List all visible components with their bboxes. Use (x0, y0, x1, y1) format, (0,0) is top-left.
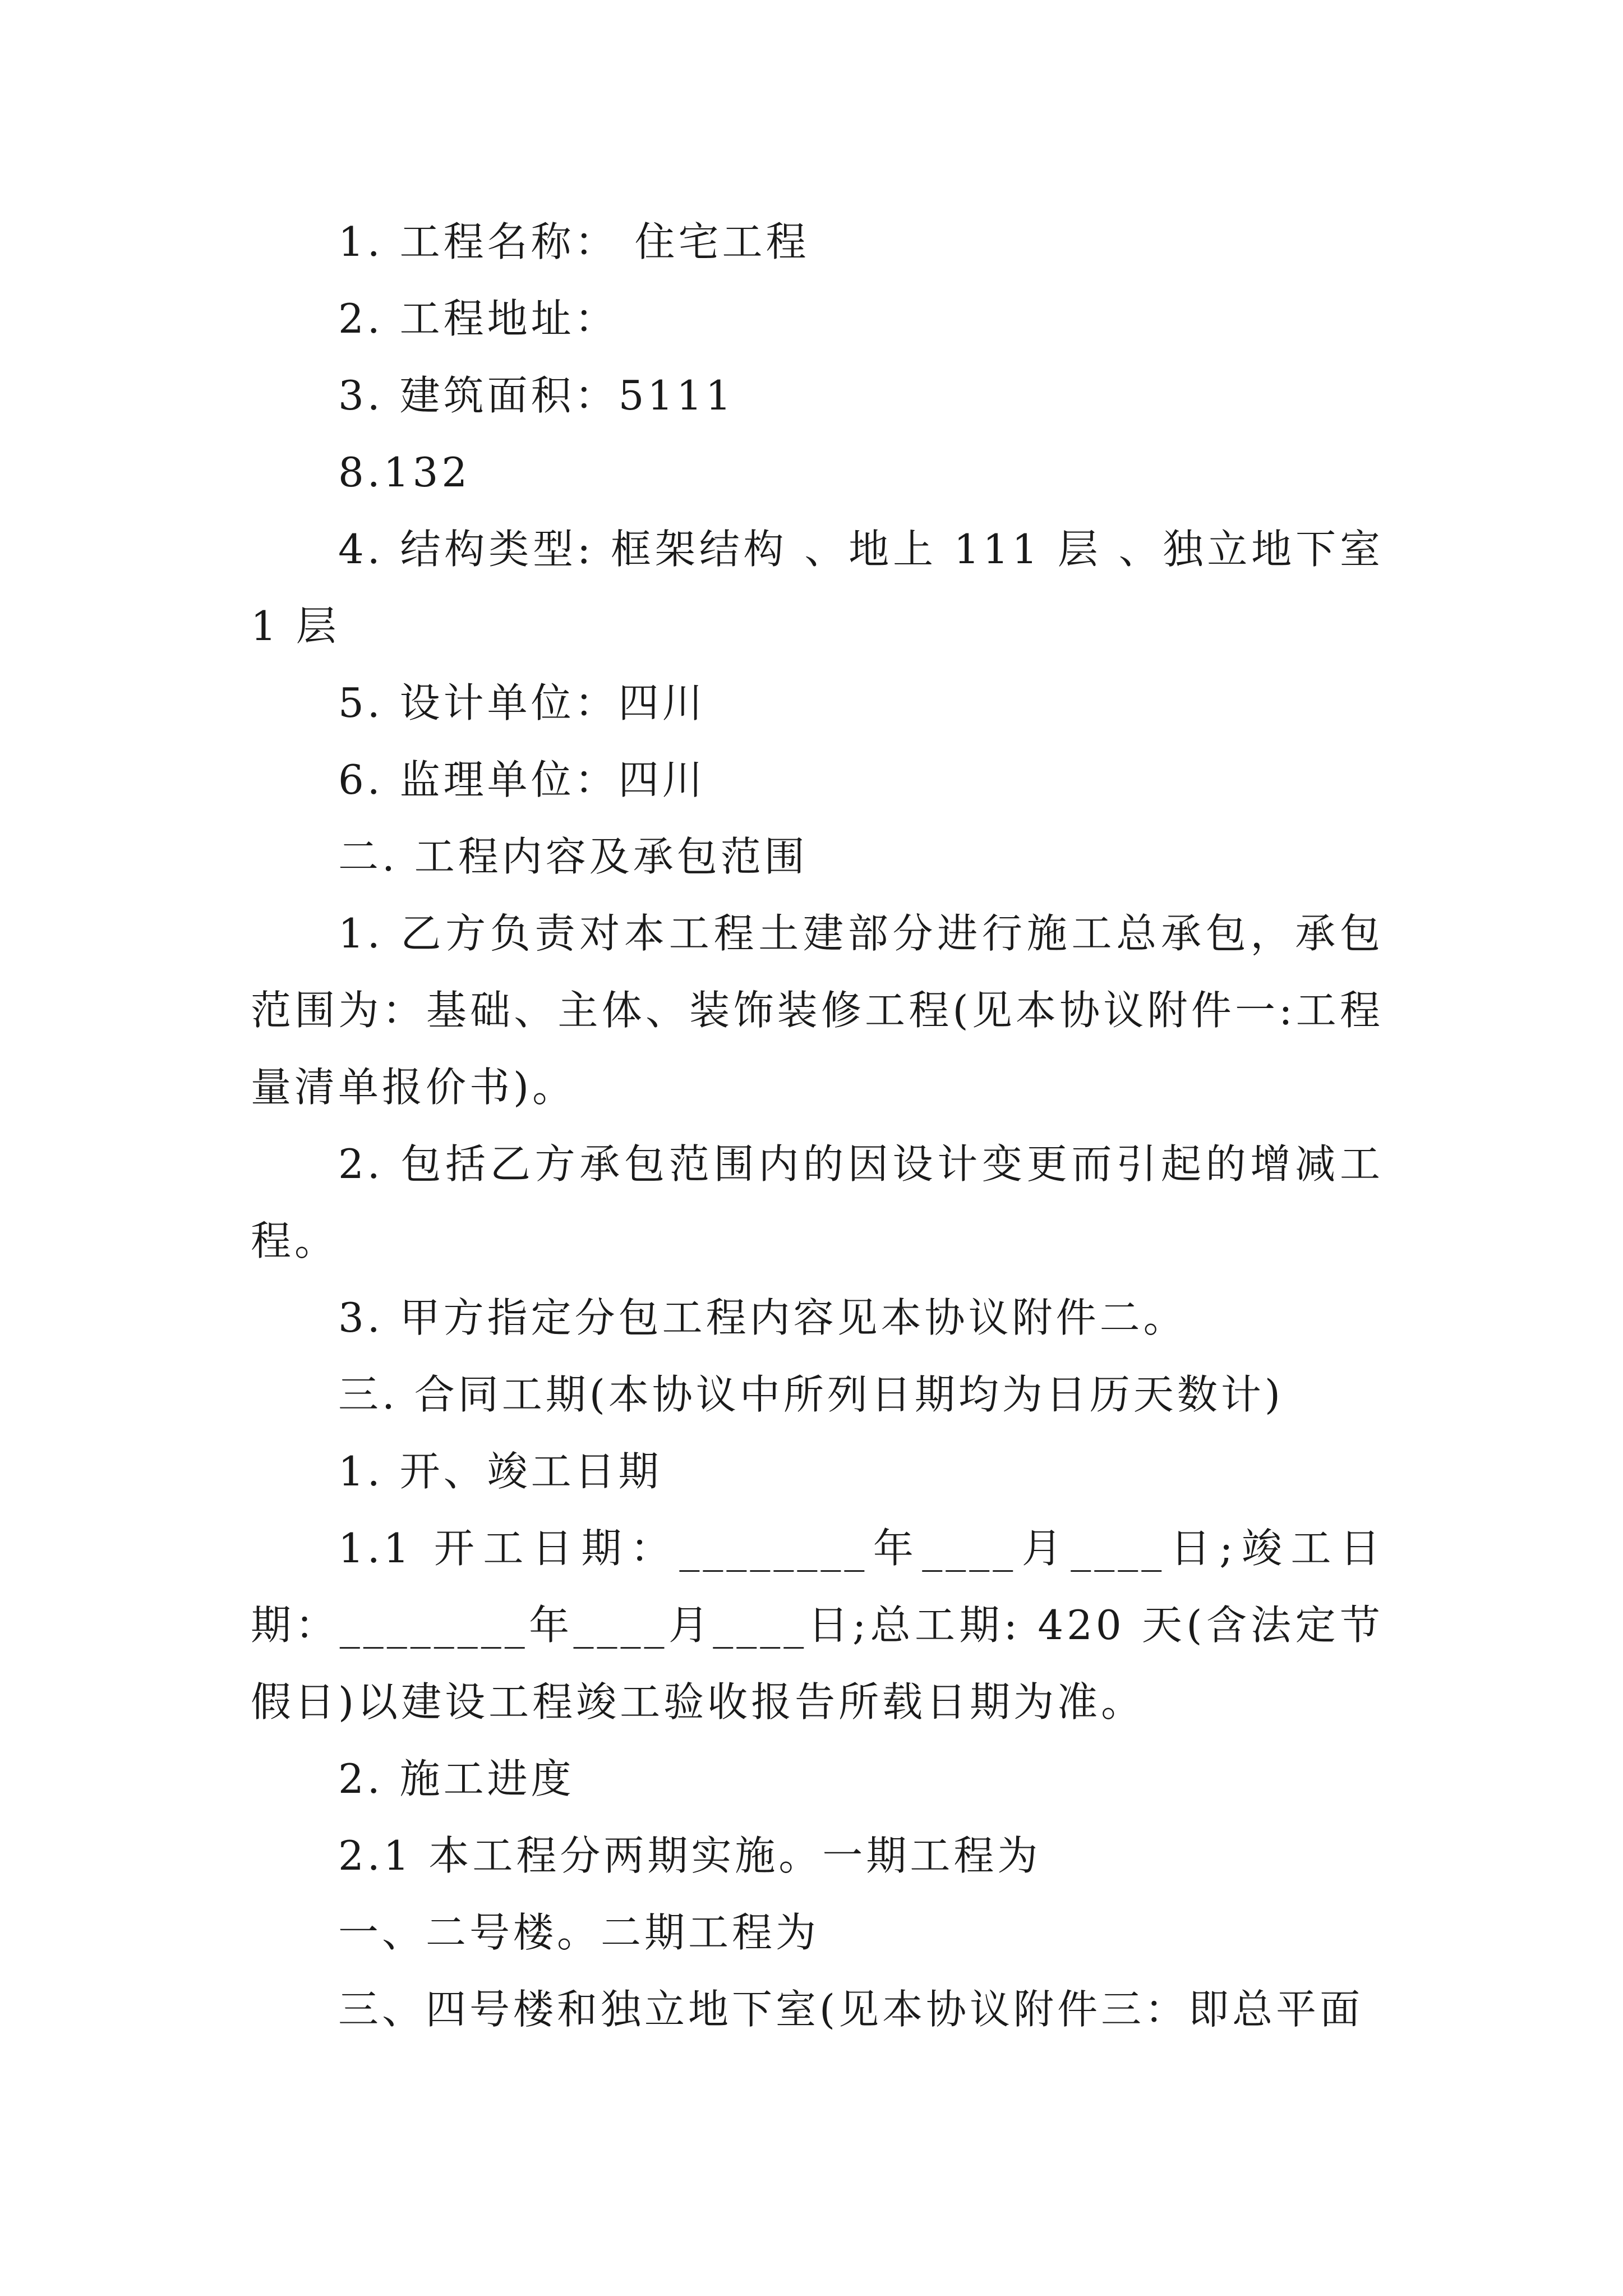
item-supervision-unit: 6. 监理单位：四川 (338, 756, 706, 803)
item-building-area: 3. 建筑面积：5111 (338, 372, 735, 419)
section-heading-schedule: 三. 合同工期(本协议中所列日期均为日历天数计) (338, 1371, 1284, 1418)
schedule-clause-2-1: 2.1 本工程分两期实施。一期工程为 (338, 1832, 1041, 1879)
scope-clause-1: 1. 乙方负责对本工程土建部分进行施工总承包，承包范围为：基础、主体、装饰装修工程(见本协议附件一:工程量清单报价书)。 (251, 910, 1384, 1111)
item-building-area-continued: 8.132 (338, 449, 471, 496)
schedule-subheading-dates: 1. 开、竣工日期 (338, 1448, 662, 1495)
scope-clause-3: 3. 甲方指定分包工程内容见本协议附件二。 (338, 1294, 1187, 1341)
schedule-subheading-progress: 2. 施工进度 (338, 1755, 575, 1802)
item-project-address: 2. 工程地址： (338, 295, 619, 342)
schedule-phase-two: 三、四号楼和独立地下室(见本协议附件三：即总平面 (338, 1986, 1364, 2033)
item-project-name: 1. 工程名称： 住宅工程 (338, 218, 810, 265)
document-body (251, 204, 1384, 2048)
item-design-unit: 5. 设计单位：四川 (338, 679, 706, 726)
item-structure-type: 4. 结构类型: 框架结构 、地上 111 层 、独立地下室 1 层 (251, 526, 1384, 650)
scope-clause-2: 2. 包括乙方承包范围内的因设计变更而引起的增减工程。 (251, 1140, 1384, 1264)
schedule-phase-one: 一、二号楼。二期工程为 (338, 1909, 820, 1956)
section-heading-scope: 二. 工程内容及承包范围 (338, 833, 808, 880)
schedule-clause-1-1: 1.1 开工日期：________年____月____日;竣工日期：________年____月____日;总工期: 420 天(含法定节假日)以建设工程竣工验收报告所载日期为准。 (251, 1525, 1384, 1726)
